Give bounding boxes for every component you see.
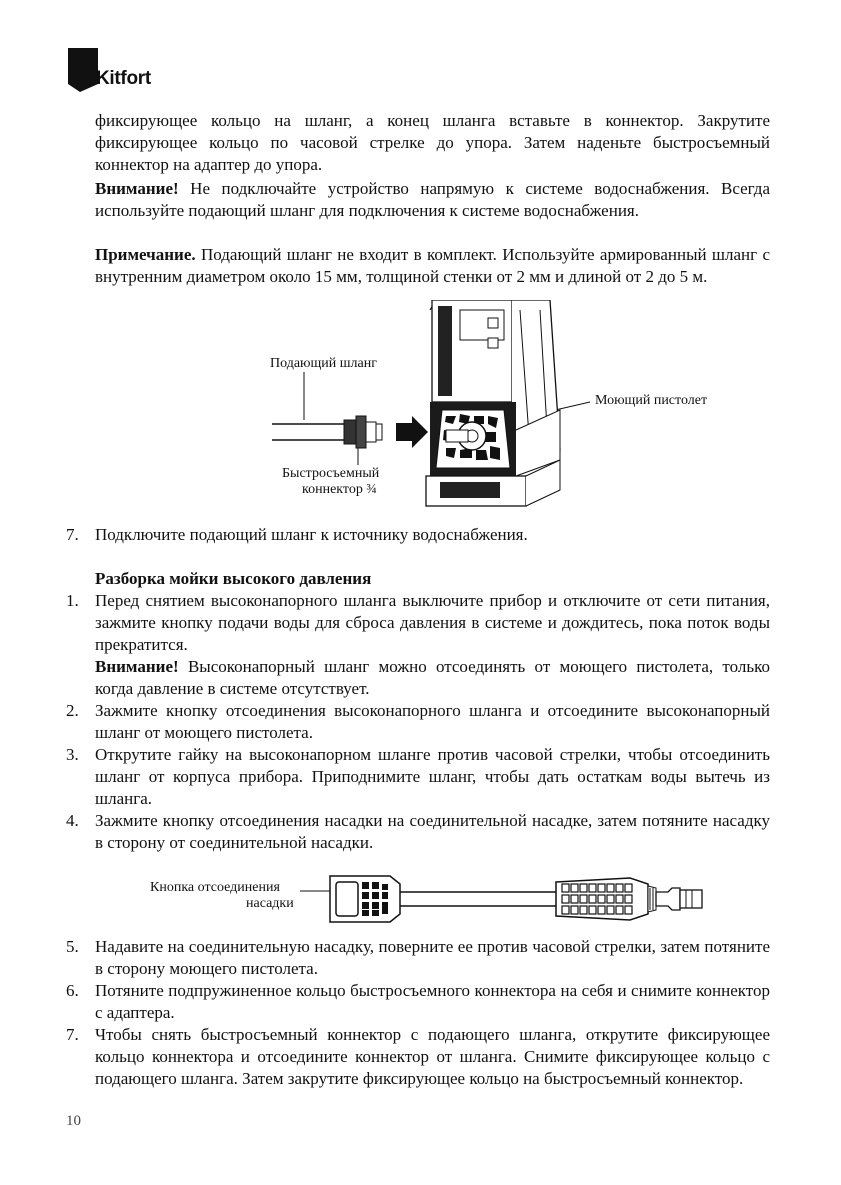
label-nozzle-release-line2: насадки <box>246 896 294 911</box>
paragraph-connector: фиксирующее кольцо на шланг, а конец шланга вставьте в коннектор. Закрутите фиксирующее кольцо по часовой стрелке до упора. Затем наденьте быстросъемный коннектор на адаптер до упора. <box>95 111 770 174</box>
label-connector-line2: коннектор ¾ <box>302 482 377 497</box>
step-number: 4. <box>66 811 79 830</box>
step-1-text: Перед снятием высоконапорного шланга выключите прибор и отключите от сети питания, зажмите кнопку подачи воды для сброса давления в системе и дождитесь, пока поток воды прекратится. <box>95 591 770 654</box>
step-number: 7. <box>66 525 79 544</box>
step-number: 5. <box>66 937 79 956</box>
step-2-text: Зажмите кнопку отсоединения высоконапорного шланга и отсоедините высоконапорный шланг от моющего пистолета. <box>95 701 770 742</box>
step-3-text: Открутите гайку на высоконапорном шланге против часовой стрелки, чтобы отсоединить шланг от корпуса прибора. Приподнимите шланг, чтобы дать остаткам воды вытечь из шланга. <box>95 745 770 808</box>
step-connect-supply: Подключите подающий шланг к источнику водоснабжения. <box>95 525 528 544</box>
step-number: 2. <box>66 701 79 720</box>
step-number: 3. <box>66 745 79 764</box>
label-supply-hose: Подающий шланг <box>270 356 377 371</box>
step-5-text: Надавите на соединительную насадку, поверните ее против часовой стрелки, затем потяните в сторону моющего пистолета. <box>95 937 770 978</box>
label-wash-gun: Моющий пистолет <box>595 393 708 408</box>
step-4-text: Зажмите кнопку отсоединения насадки на соединительной насадке, затем потяните насадку в сторону от соединительной насадки. <box>95 811 770 852</box>
step-number: 7. <box>66 1025 79 1044</box>
step-6-text: Потяните подпружиненное кольцо быстросъемного коннектора на себя и снимите коннектор с адаптера. <box>95 981 770 1022</box>
paragraph-note: Примечание. Подающий шланг не входит в комплект. Используйте армированный шланг с внутренним диаметром около 15 мм, толщиной стенки от 2 мм и длиной от 2 до 5 м. <box>95 245 770 286</box>
paragraph-warning: Внимание! Не подключайте устройство напрямую к системе водоснабжения. Всегда используйте подающий шланг для подключения к системе водоснабжения. <box>95 179 770 220</box>
figure-hose-nozzle <box>300 870 720 930</box>
label-connector-line1: Быстросъемный <box>282 466 380 481</box>
step-number: 1. <box>66 591 79 610</box>
step-number: 6. <box>66 981 79 1000</box>
brand-name: Kitfort <box>96 68 151 89</box>
section-warning: Внимание! Высоконапорный шланг можно отсоединять от моющего пистолета, только когда давление в системе отсутствует. <box>95 657 770 698</box>
page-number: 10 <box>66 1113 81 1129</box>
step-7-text: Чтобы снять быстросъемный коннектор с подающего шланга, открутите фиксирующее кольцо коннектора и отсоедините коннектор от шланга. Снимите фиксирующее кольцо с подающего шланга. Затем закрутите фиксирующее кольцо на быстросъемный коннектор. <box>95 1025 770 1088</box>
label-nozzle-release-line1: Кнопка отсоединения <box>150 880 280 895</box>
section-heading: Разборка мойки высокого давления <box>95 569 372 588</box>
